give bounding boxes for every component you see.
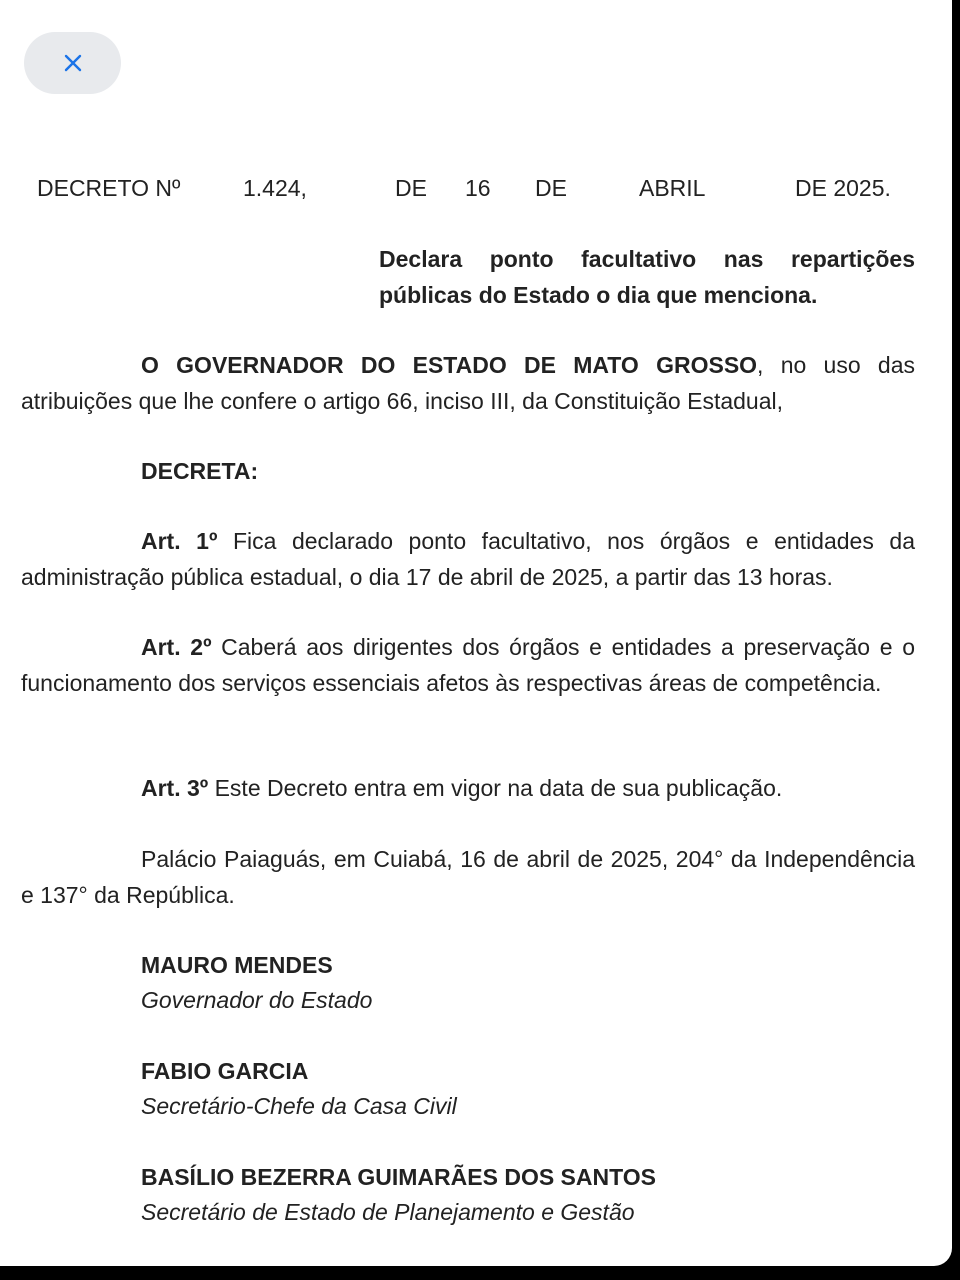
decree-month: ABRIL	[639, 175, 706, 201]
article-1-text: Fica declarado ponto facultativo, nos órgãos e entidades da administração pública estadual, o dia 17 de abril de 2025, a partir das 13 horas.	[21, 528, 915, 590]
decree-number: 1.424,	[243, 175, 307, 201]
article-3	[21, 771, 915, 807]
article-3-label: Art. 3º	[141, 775, 209, 801]
signatory-2-role: Secretário-Chefe da Casa Civil	[141, 1093, 457, 1119]
article-2-text: Caberá aos dirigentes dos órgãos e entidades a preservação e o funcionamento dos serviços essenciais afetos às respectivas áreas de competência.	[21, 634, 915, 696]
signatory-1-name: MAURO MENDES	[141, 952, 333, 978]
decreta-heading: DECRETA:	[141, 458, 259, 484]
article-2-label: Art. 2º	[141, 634, 212, 660]
decree-day: 16	[465, 175, 491, 201]
close-icon	[63, 53, 83, 73]
article-1	[21, 524, 915, 595]
decree-ementa: Declara ponto facultativo nas repartições públicas do Estado o dia que menciona.	[379, 246, 915, 308]
decree-label: DECRETO Nº	[37, 175, 181, 201]
article-2	[21, 630, 915, 701]
decree-header	[21, 171, 915, 207]
decree-preamble	[21, 348, 915, 419]
decree-de-2: DE	[535, 175, 567, 201]
article-3-text: Este Decreto entra em vigor na data de sua publicação.	[208, 775, 783, 801]
decree-de-1: DE	[395, 175, 427, 201]
preamble-authority: O GOVERNADOR DO ESTADO DE MATO GROSSO	[141, 352, 758, 378]
close-button[interactable]	[24, 32, 121, 94]
signatory-3-role: Secretário de Estado de Planejamento e Gestão	[141, 1199, 635, 1225]
article-1-label: Art. 1º	[141, 528, 218, 554]
decree-year: DE 2025.	[795, 175, 891, 201]
signatory-3-name: BASÍLIO BEZERRA GUIMARÃES DOS SANTOS	[141, 1164, 656, 1190]
closing-paragraph: Palácio Paiaguás, em Cuiabá, 16 de abril de 2025, 204° da Independência e 137° da República.	[21, 846, 915, 908]
signatory-2-name: FABIO GARCIA	[141, 1058, 309, 1084]
preamble-text: , no uso das atribuições que lhe confere o artigo 66, inciso III, da Constituição Estadual,	[21, 352, 915, 414]
signatory-1-role: Governador do Estado	[141, 987, 373, 1013]
